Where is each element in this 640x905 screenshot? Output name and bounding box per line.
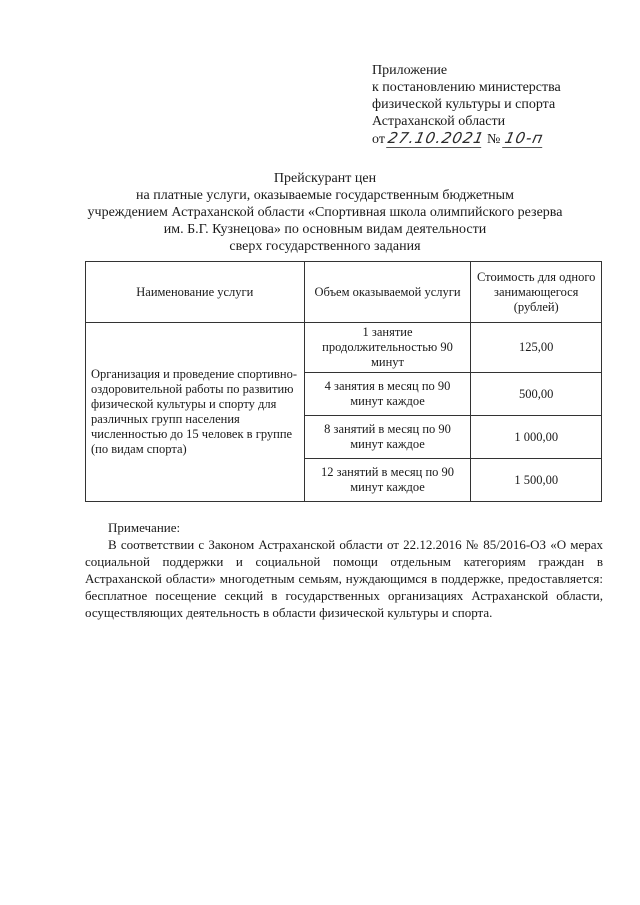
table-row: [86, 323, 602, 373]
title-line-5: сверх государственного задания: [229, 239, 421, 254]
header-volume: Объем оказываемой услуги: [304, 262, 471, 323]
document-title: [80, 170, 570, 255]
appendix-block: [372, 62, 612, 148]
from-label: от: [372, 132, 385, 147]
appendix-resolution-line: к постановлению министерства: [372, 80, 561, 95]
handwritten-date: 27.10.2021: [386, 129, 487, 147]
cost-cell: 125,00: [471, 323, 602, 373]
table-header-row: [86, 262, 602, 323]
title-line-2: на платные услуги, оказываемые государственным бюджетным: [136, 188, 514, 203]
service-name-cell: Организация и проведение спортивно-оздоровительной работы по развитию физической культуры и спорту для различных групп населения численностью до 15 человек в группе (по видам спорта): [86, 323, 305, 502]
cost-cell: 1 500,00: [471, 459, 602, 502]
volume-cell: 12 занятий в месяц по 90 минут каждое: [304, 459, 471, 502]
header-service: Наименование услуги: [86, 262, 305, 323]
note-block: [85, 519, 603, 621]
volume-cell: 4 занятия в месяц по 90 минут каждое: [304, 373, 471, 416]
appendix-title: Приложение: [372, 63, 448, 78]
volume-cell: 1 занятие продолжительностью 90 минут: [304, 323, 471, 373]
header-cost: Стоимость для одного занимающегося (рублей): [471, 262, 602, 323]
appendix-ministry-line: физической культуры и спорта: [372, 97, 556, 112]
cost-cell: 500,00: [471, 373, 602, 416]
cost-cell: 1 000,00: [471, 416, 602, 459]
title-line-3: учреждением Астраханской области «Спортивная школа олимпийского резерва: [87, 205, 563, 220]
volume-cell: 8 занятий в месяц по 90 минут каждое: [304, 416, 471, 459]
number-label: №: [486, 132, 501, 147]
appendix-date-number-line: [372, 130, 612, 148]
handwritten-number: 10-п: [502, 129, 546, 147]
price-table: [85, 261, 602, 502]
title-line-4: им. Б.Г. Кузнецова» по основным видам деятельности: [163, 222, 487, 237]
title-line-1: Прейскурант цен: [273, 171, 377, 186]
appendix-region-line: Астраханской области: [372, 114, 506, 129]
note-text: В соответствии с Законом Астраханской области от 22.12.2016 № 85/2016-ОЗ «О мерах социальной поддержки и социальной помощи отдельным категориям граждан в Астраханской области» многодетным семьям, нуждающимся в поддержке, предоставляется: бесплатное посещение секций в государственных организациях Астраханской области, осуществляющих деятельность в области физической культуры и спорта.: [85, 537, 603, 620]
note-heading: Примечание:: [108, 520, 181, 535]
